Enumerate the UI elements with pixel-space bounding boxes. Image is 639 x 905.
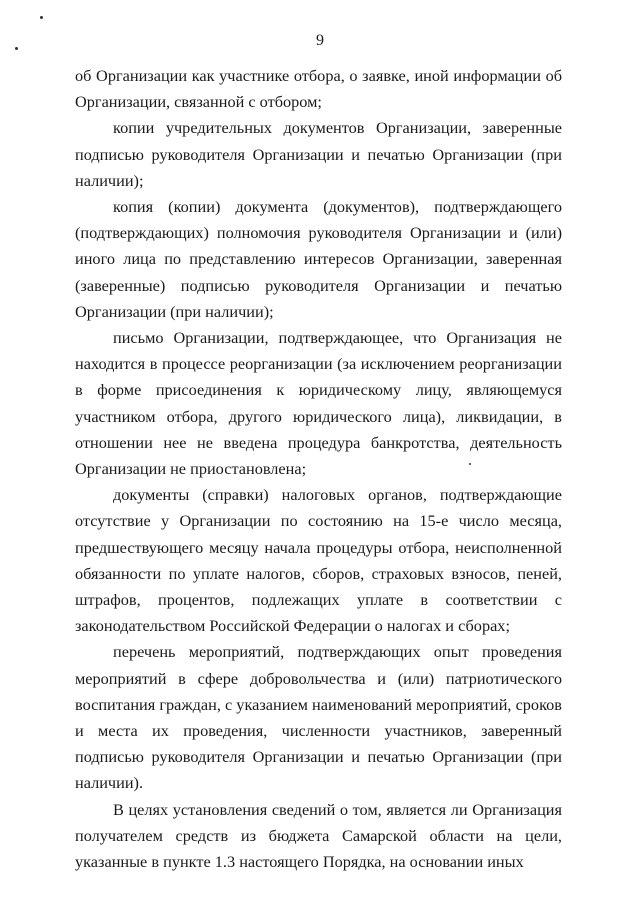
paragraph-budget-check: В целях установления сведений о том, является ли Организация получателем средств из бюджета Самарской области на цели, указанные в пункте 1.3 настоящего Порядка, на основании иных bbox=[75, 799, 562, 872]
paragraph-authority-document: копия (копии) документа (документов), подтверждающего (подтверждающих) полномочия руководителя Организации и (или) иного лица по представлению интересов Организации, заверенная (заверенные) подписью руководителя Организации и печатью Организации (при наличии); bbox=[75, 197, 562, 321]
paragraph-continuation: об Организации как участнике отбора, о заявке, иной информации об Организации, связанной с отбором; bbox=[75, 66, 562, 112]
paragraph-events-list: перечень мероприятий, подтверждающих опыт проведения мероприятий в сфере добровольчества и (или) патриотического воспитания граждан, с указанием наименований мероприятий, сроков и места их проведения, численности участников, заверенный подписью руководителя Организации и печатью Организации (при наличии). bbox=[75, 642, 562, 793]
paragraph-founding-documents: копии учредительных документов Организации, заверенные подписью руководителя Организации и печатью Организации (при наличии); bbox=[75, 118, 562, 190]
document-body bbox=[75, 63, 562, 875]
scan-speck bbox=[40, 16, 43, 19]
paragraph-reorganization-letter: письмо Организации, подтверждающее, что Организация не находится в процессе реорганизации (за исключением реорганизации в форме присоединения к юридическому лицу, являющемуся участником отбора, другого юридического лица), ликвидации, в отношении нее не введена процедура банкротства, деятельность Организации не приостановлена; bbox=[75, 328, 562, 479]
scan-speck bbox=[15, 47, 18, 50]
page-number: 9 bbox=[316, 32, 324, 49]
paragraph-tax-certificates: документы (справки) налоговых органов, подтверждающие отсутствие у Организации по состоянию на 15-е число месяца, предшествующего месяцу начала процедуры отбора, неисполненной обязанности по уплате налогов, сборов, страховых взносов, пеней, штрафов, процентов, подлежащих уплате в соответствии с законодательством Российской Федерации о налогах и сборах; bbox=[75, 485, 562, 636]
